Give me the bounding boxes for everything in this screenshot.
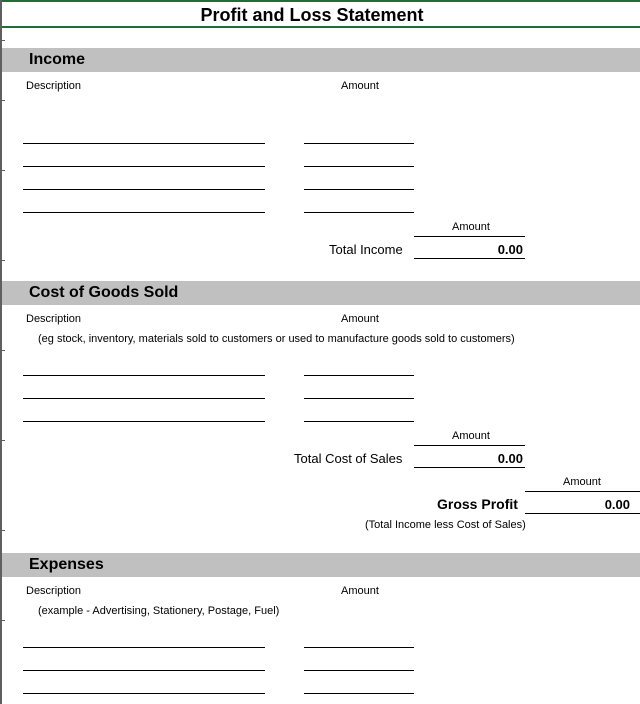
gross-profit-label: Gross Profit: [437, 496, 518, 512]
total-cost-of-sales-label: Total Cost of Sales: [294, 451, 403, 466]
row-tick: [0, 100, 5, 101]
total-cost-of-sales-value: 0.00: [497, 451, 523, 466]
cogs-description-header: Description: [26, 313, 82, 325]
expenses-amount-line[interactable]: [304, 693, 414, 694]
gross-profit-amount-header: Amount: [563, 476, 601, 488]
cogs-description-line[interactable]: [23, 375, 265, 376]
income-total-bottom-rule: [414, 258, 525, 259]
expenses-note: (example - Advertising, Stationery, Postage, Fuel): [38, 605, 280, 617]
title-bar: [2, 0, 640, 28]
income-amount-line[interactable]: [304, 189, 414, 190]
row-tick: [0, 440, 5, 441]
page-title: Profit and Loss Statement: [200, 5, 424, 25]
expenses-heading: Expenses: [29, 556, 104, 573]
expenses-amount-header: Amount: [341, 585, 379, 597]
cogs-note: (eg stock, inventory, materials sold to customers or used to manufacture goods sold to customers): [38, 333, 515, 345]
income-amount-header: Amount: [341, 80, 379, 92]
cogs-description-line[interactable]: [23, 421, 265, 422]
income-description-line[interactable]: [23, 166, 265, 167]
income-description-header: Description: [26, 80, 82, 92]
gross-profit-note: (Total Income less Cost of Sales): [365, 519, 526, 531]
income-amount-line[interactable]: [304, 143, 414, 144]
cogs-description-line[interactable]: [23, 398, 265, 399]
cogs-amount-line[interactable]: [304, 421, 414, 422]
gross-profit-top-rule: [525, 491, 640, 492]
income-description-line[interactable]: [23, 212, 265, 213]
expenses-section-header: [2, 553, 640, 577]
cogs-total-amount-header: Amount: [452, 430, 490, 442]
expenses-description-line[interactable]: [23, 693, 265, 694]
row-tick: [0, 260, 5, 261]
row-tick: [0, 530, 5, 531]
income-amount-line[interactable]: [304, 166, 414, 167]
cogs-heading: Cost of Goods Sold: [29, 284, 179, 301]
total-income-value: 0.00: [497, 242, 523, 257]
row-tick: [0, 40, 5, 41]
income-description-line[interactable]: [23, 189, 265, 190]
row-tick: [0, 350, 5, 351]
cogs-total-top-rule: [414, 445, 525, 446]
expenses-amount-line[interactable]: [304, 647, 414, 648]
income-total-top-rule: [414, 236, 525, 237]
income-heading: Income: [29, 51, 86, 68]
gross-profit-value: 0.00: [604, 497, 630, 512]
total-income-label: Total Income: [329, 242, 403, 257]
expenses-description-line[interactable]: [23, 647, 265, 648]
income-section-header: [2, 48, 640, 72]
cogs-amount-line[interactable]: [304, 398, 414, 399]
income-description-line[interactable]: [23, 143, 265, 144]
row-tick: [0, 620, 5, 621]
expenses-description-header: Description: [26, 585, 82, 597]
sheet-left-border: [0, 0, 2, 704]
income-total-amount-header: Amount: [452, 221, 490, 233]
cogs-section-header: [2, 281, 640, 305]
gross-profit-bottom-rule: [525, 513, 640, 514]
expenses-amount-line[interactable]: [304, 670, 414, 671]
expenses-description-line[interactable]: [23, 670, 265, 671]
cogs-total-bottom-rule: [414, 467, 525, 468]
row-tick: [0, 170, 5, 171]
cogs-amount-line[interactable]: [304, 375, 414, 376]
income-amount-line[interactable]: [304, 212, 414, 213]
cogs-amount-header: Amount: [341, 313, 379, 325]
